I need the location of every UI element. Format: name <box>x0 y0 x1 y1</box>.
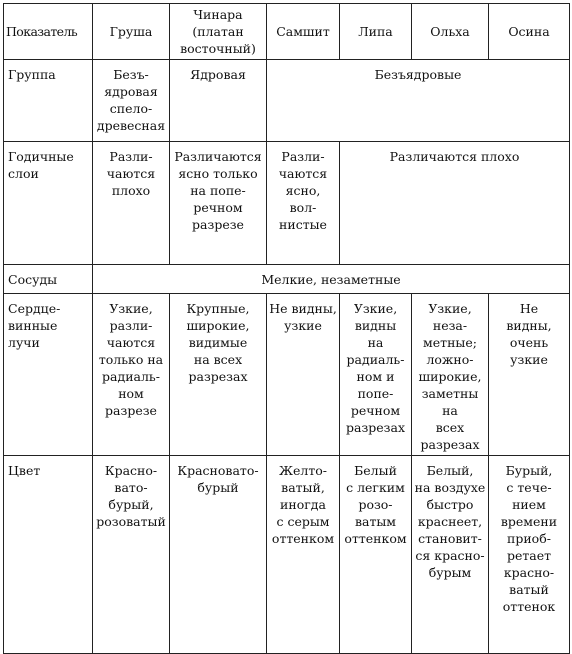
cell-rays-alder: Узкие, неза- метные; ложно- широкие, заметны на всех разрезах <box>412 294 489 456</box>
cell-color-pear: Красно- вато- бурый, розоватый <box>93 456 170 654</box>
cell-rays-plane-tree: Крупные, широкие, видимые на всех разрезах <box>170 294 267 456</box>
header-linden: Липа <box>340 4 412 60</box>
row-color <box>4 456 570 654</box>
cell-group-pear: Безъ- ядровая спело- древесная <box>93 60 170 142</box>
row-rays <box>4 294 570 456</box>
cell-color-boxwood: Желто- ватый, иногда с серым оттенком <box>267 456 340 654</box>
row-vessels <box>4 265 570 294</box>
row-label-vessels: Сосуды <box>4 265 93 294</box>
cell-rings-plane-tree: Различаются ясно только на попе- речном разрезе <box>170 142 267 265</box>
cell-rings-boxwood: Разли- чаются ясно, вол- нистые <box>267 142 340 265</box>
row-label-rings: Годичные слои <box>4 142 93 265</box>
row-label-group: Группа <box>4 60 93 142</box>
header-aspen: Осина <box>489 4 570 60</box>
wood-properties-table <box>3 3 570 654</box>
header-plane-tree: Чинара (платан восточный) <box>170 4 267 60</box>
cell-rays-boxwood: Не видны, узкие <box>267 294 340 456</box>
cell-rays-pear: Узкие, разли- чаются только на радиаль- ном разрезе <box>93 294 170 456</box>
cell-rings-others: Различаются плохо <box>340 142 570 265</box>
row-label-color: Цвет <box>4 456 93 654</box>
header-row <box>4 4 570 60</box>
cell-group-others: Безъядровые <box>267 60 570 142</box>
header-boxwood: Самшит <box>267 4 340 60</box>
header-alder: Ольха <box>412 4 489 60</box>
cell-group-plane-tree: Ядровая <box>170 60 267 142</box>
cell-color-plane-tree: Красновато- бурый <box>170 456 267 654</box>
header-pear: Груша <box>93 4 170 60</box>
row-rings <box>4 142 570 265</box>
cell-rays-linden: Узкие, видны на радиаль- ном и попе- речном разрезах <box>340 294 412 456</box>
row-label-rays: Сердце- винные лучи <box>4 294 93 456</box>
cell-vessels-all: Мелкие, незаметные <box>93 265 570 294</box>
cell-rays-aspen: Не видны, очень узкие <box>489 294 570 456</box>
header-indicator: Показатель <box>4 4 93 60</box>
cell-color-linden: Белый с легким розо- ватым оттенком <box>340 456 412 654</box>
row-group <box>4 60 570 142</box>
cell-color-alder: Белый, на воздухе быстро краснеет, становит- ся красно- бурым <box>412 456 489 654</box>
cell-color-aspen: Бурый, с тече- нием времени приоб- ретает красно- ватый оттенок <box>489 456 570 654</box>
cell-rings-pear: Разли- чаются плохо <box>93 142 170 265</box>
